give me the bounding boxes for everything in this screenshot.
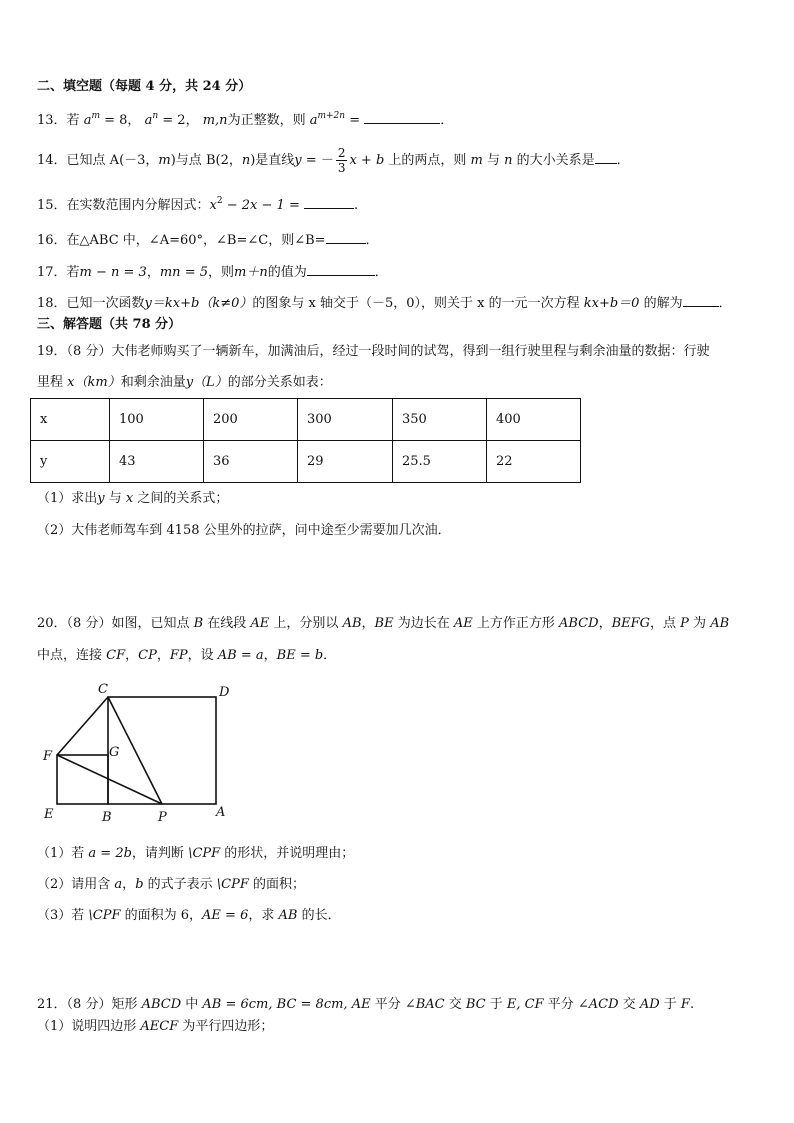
q14-text: )是直线: [250, 153, 295, 168]
point-label-c: C: [98, 682, 108, 697]
q20-var: \CPF: [216, 877, 249, 892]
q14-var: m: [158, 153, 171, 168]
q19-text: 之间的关系式；: [133, 491, 229, 506]
q13-text: 为正整数，则: [227, 113, 306, 128]
q13-text: ．: [440, 113, 454, 128]
table-cell: x: [31, 399, 110, 441]
q20-text: 的形状，并说明理由；: [220, 846, 355, 861]
question-20-line2: [37, 647, 336, 665]
q20-var: CF: [106, 648, 126, 663]
table-row: [31, 399, 581, 441]
point-label-f: F: [43, 749, 53, 764]
q18-text: 的图象与 x 轴交于（－5，0），则关于 x 的一元一次方程: [252, 296, 584, 311]
q16-text: 16．在△ABC 中，∠A=60°，∠B=∠C，则∠B=: [37, 233, 326, 248]
q20-var: FP: [169, 648, 188, 663]
q21-var: AD: [639, 997, 660, 1012]
q20-text: 的面积为 6，: [120, 908, 203, 923]
q13-var: a: [309, 113, 318, 128]
q21-text: 为平行四边形；: [178, 1019, 274, 1034]
q19-var: x（km）: [67, 375, 121, 390]
q13-text: 13．若: [37, 113, 80, 128]
q20-text: ，请判断: [131, 846, 189, 861]
q20-text: ，点: [650, 616, 681, 631]
question-20-line1: [37, 615, 729, 633]
geometry-figure: [38, 678, 238, 828]
q14-var: n: [504, 153, 513, 168]
fraction-denominator: 3: [337, 161, 346, 175]
q20-var: P: [680, 616, 689, 631]
question-19-part2: （2）大伟老师驾车到 4158 公里外的拉萨，问中途至少需要加几次油．: [37, 523, 451, 538]
mileage-fuel-table: [30, 398, 581, 483]
question-13: [37, 109, 453, 130]
q17-text: ，则: [208, 265, 235, 280]
q14-var: m: [470, 153, 483, 168]
q21-var: E, CF: [506, 997, 544, 1012]
q20-text: ．: [323, 648, 337, 663]
table-cell: 25.5: [393, 441, 487, 483]
q18-expression: kx+b＝0: [583, 296, 640, 311]
q20-var: AB: [342, 616, 362, 631]
q14-text: 与: [482, 153, 505, 168]
question-15: [37, 194, 358, 215]
q14-text: )与点 B(2，: [170, 153, 242, 168]
q16-text: ．: [365, 233, 379, 248]
q20-text: （2）请用含: [37, 877, 115, 892]
q21-text: 中: [181, 997, 203, 1012]
q21-text: 于: [659, 997, 681, 1012]
table-cell: 300: [298, 399, 393, 441]
q20-text: 20．（8 分）如图，已知点: [37, 616, 194, 631]
q21-var: F: [680, 997, 690, 1012]
question-21-part1: [37, 1018, 273, 1036]
point-label-b: B: [102, 810, 112, 825]
q21-text: 于: [485, 997, 507, 1012]
segment-fp: [57, 755, 162, 804]
answer-blank[interactable]: [364, 109, 440, 124]
q20-text: 的面积；: [248, 877, 306, 892]
q20-var: ABCD: [559, 616, 599, 631]
point-label-d: D: [219, 685, 230, 700]
q21-var: ABCD: [141, 997, 182, 1012]
question-20-part2: [37, 876, 305, 894]
q21-text: 21．（8 分）矩形: [37, 997, 142, 1012]
q20-text: ，: [156, 648, 170, 663]
q19-text: 与: [104, 491, 126, 506]
q20-var: BE = b: [276, 648, 324, 663]
q21-var: ∠BAC: [404, 997, 445, 1012]
square-abcd: [108, 697, 216, 804]
q18-text: 的解为: [639, 296, 683, 311]
q20-text: 在线段: [203, 616, 251, 631]
q20-text: 的长．: [297, 908, 341, 923]
q13-var: m,n: [202, 113, 228, 128]
table-cell: 29: [298, 441, 393, 483]
section-title-fill-in: 二、填空题（每题 4 分，共 24 分）: [37, 79, 252, 94]
q19-text: 里程: [37, 375, 68, 390]
q14-text: = －: [301, 153, 334, 168]
fraction: [336, 146, 348, 175]
q14-var: n: [241, 153, 251, 168]
q17-expression: m＋n: [234, 265, 268, 280]
table-cell: 100: [110, 399, 204, 441]
table-row: [31, 441, 581, 483]
q19-text: 和剩余油量: [120, 375, 186, 390]
q19-text: 的部分关系如表：: [227, 375, 332, 390]
q21-text: 交: [444, 997, 466, 1012]
q14-var: y: [294, 153, 302, 168]
q14-text: 的大小关系是: [512, 153, 595, 168]
q20-var: AB: [710, 616, 730, 631]
q20-text: 的式子表示: [143, 877, 217, 892]
q20-var: CP: [138, 648, 157, 663]
q20-var: \CPF: [88, 908, 121, 923]
q21-text: 平分: [370, 997, 405, 1012]
q21-text: 交: [618, 997, 640, 1012]
table-cell: 200: [204, 399, 298, 441]
question-21-line1: [37, 996, 694, 1014]
q15-exp: 2: [216, 196, 223, 206]
point-label-p: P: [158, 810, 167, 825]
q20-var: AB = a: [217, 648, 264, 663]
q15-expression: − 2x − 1 =: [222, 198, 304, 213]
segment-cf: [57, 697, 108, 755]
q17-text: ，: [146, 265, 160, 280]
q19-var: x: [125, 491, 134, 506]
q15-text: 15．在实数范围内分解因式：: [37, 198, 210, 213]
q21-var: AECF: [140, 1019, 179, 1034]
q20-text: 上，分别以: [269, 616, 343, 631]
point-label-g: G: [109, 745, 120, 760]
point-label-e: E: [44, 807, 54, 822]
answer-blank[interactable]: [326, 229, 366, 244]
q20-text: ，求: [248, 908, 279, 923]
q20-var: AE: [453, 616, 473, 631]
question-19-part1: [37, 490, 228, 508]
q19-var: y: [97, 491, 105, 506]
question-17: [37, 261, 388, 282]
q21-text: 平分: [543, 997, 578, 1012]
answer-blank[interactable]: [595, 149, 617, 164]
table-cell: 43: [110, 441, 204, 483]
q20-text: 为: [688, 616, 711, 631]
q20-text: ，: [361, 616, 375, 631]
q21-text: （1）说明四边形: [37, 1019, 141, 1034]
q17-expression: mn = 5: [159, 265, 208, 280]
q20-var: BE: [374, 616, 394, 631]
q13-text: = 8，: [100, 113, 141, 128]
question-20-part1: [37, 845, 354, 863]
q13-var: a: [144, 113, 153, 128]
q14-var: x + b: [349, 153, 385, 168]
q13-exp: m+2n: [317, 111, 346, 121]
q13-text: =: [345, 113, 365, 128]
table-cell: 350: [393, 399, 487, 441]
q20-var: \CPF: [188, 846, 221, 861]
q19-var: y（L）: [185, 375, 228, 390]
question-20-part3: [37, 907, 341, 925]
q14-text: 14．已知点 A(－3，: [37, 153, 159, 168]
q18-expression: y＝kx+b（k≠0）: [144, 296, 253, 311]
q20-var: AE = 6: [202, 908, 249, 923]
q14-text: 上的两点，则: [384, 153, 471, 168]
q20-text: ，: [122, 877, 136, 892]
q18-text: ．: [718, 296, 732, 311]
answer-blank[interactable]: [304, 194, 354, 209]
q18-text: 18．已知一次函数: [37, 296, 145, 311]
q19-text: （1）求出: [37, 491, 98, 506]
point-label-a: A: [216, 805, 226, 820]
question-18: [37, 292, 732, 313]
q20-text: 上方作正方形: [472, 616, 559, 631]
question-14: [37, 146, 630, 175]
question-16: [37, 229, 379, 250]
q20-text: ，设: [187, 648, 218, 663]
answer-blank[interactable]: [683, 292, 719, 307]
fraction-numerator: 2: [337, 146, 346, 160]
q20-var: a = 2b: [88, 846, 132, 861]
q20-text: （1）若: [37, 846, 89, 861]
q20-text: ，: [263, 648, 277, 663]
q21-var: AB = 6cm, BC = 8cm, AE: [202, 997, 371, 1012]
q20-text: ，: [598, 616, 612, 631]
q21-var: BC: [465, 997, 486, 1012]
table-cell: 22: [487, 441, 581, 483]
q20-var: BEFG: [611, 616, 651, 631]
q20-text: 为边长在: [393, 616, 454, 631]
q21-var: ∠ACD: [577, 997, 619, 1012]
q20-var: AE: [250, 616, 270, 631]
section-title-solutions: 三、解答题（共 78 分）: [37, 317, 182, 332]
q13-text: = 2，: [158, 113, 199, 128]
answer-blank[interactable]: [307, 261, 375, 276]
q20-var: b: [135, 877, 144, 892]
q15-text: .: [353, 198, 359, 213]
q17-text: 17．若: [37, 265, 80, 280]
question-19-line1: 19．（8 分）大伟老师购买了一辆新车，加满油后，经过一段时间的试驾，得到一组行驶里程与剩余油量的数据：行驶: [37, 344, 710, 359]
q13-exp: m: [91, 111, 100, 121]
table-cell: y: [31, 441, 110, 483]
q20-var: B: [193, 616, 204, 631]
q20-text: 中点，连接: [37, 648, 107, 663]
q17-expression: m − n = 3: [79, 265, 147, 280]
q15-var: x: [209, 198, 217, 213]
table-cell: 400: [487, 399, 581, 441]
q20-text: （3）若: [37, 908, 89, 923]
table-cell: 36: [204, 441, 298, 483]
q13-var: a: [83, 113, 92, 128]
q20-var: a: [114, 877, 123, 892]
q20-var: AB: [278, 908, 298, 923]
question-19-line2: [37, 374, 332, 392]
q13-exp: n: [152, 111, 159, 121]
q21-text: .: [689, 997, 695, 1012]
q17-text: ．: [374, 265, 388, 280]
q14-text: ．: [616, 153, 630, 168]
square-befg: [57, 755, 108, 804]
q17-text: 的值为: [267, 265, 307, 280]
q20-text: ，: [125, 648, 139, 663]
